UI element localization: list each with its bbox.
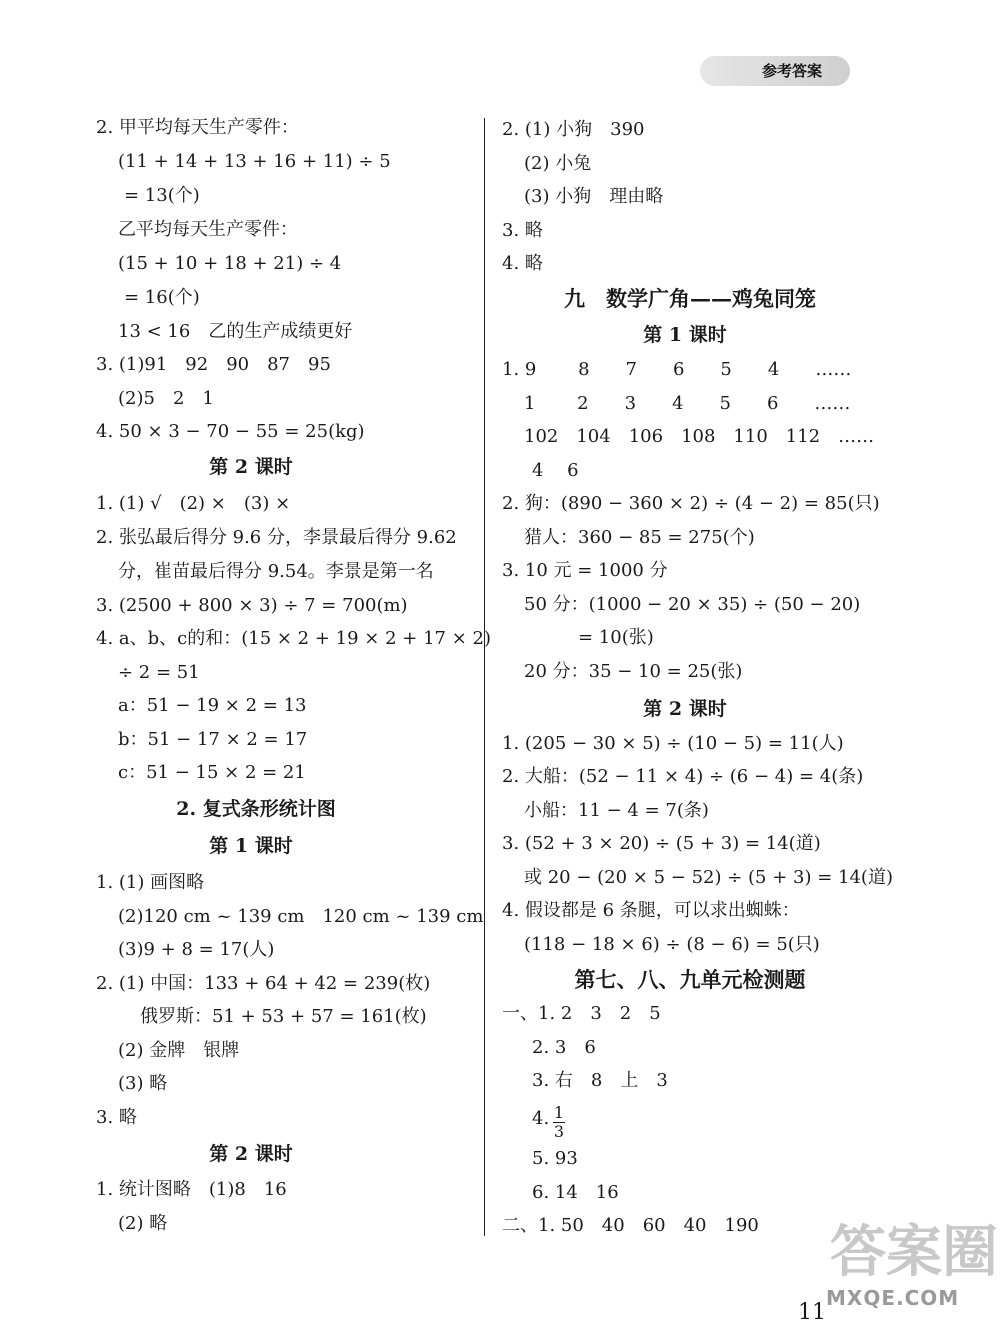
answer-line: ÷ 2 = 51 — [118, 662, 200, 683]
answer-line: 4. 略 — [502, 253, 543, 274]
answer-line: (2)5 2 1 — [118, 388, 214, 409]
column-divider — [484, 118, 485, 1236]
answer-line: (15 + 10 + 18 + 21) ÷ 4 — [118, 253, 342, 274]
answer-line: c：51 − 15 × 2 = 21 — [118, 762, 306, 783]
fraction-numerator: 1 — [553, 1103, 565, 1122]
answer-line: 3. 右 8 上 3 — [532, 1070, 668, 1091]
page-number: 11 — [798, 1300, 826, 1325]
answer-line: 分，崔苗最后得分 9.54。李景是第一名 — [118, 561, 434, 582]
answer-line: = 13(个) — [124, 185, 200, 206]
answer-line: 一、1. 2 3 2 5 — [502, 1003, 661, 1024]
watermark-logo: 答案圈 — [830, 1220, 998, 1285]
answer-line: 3. (52 + 3 × 20) ÷ (5 + 3) = 14(道) — [502, 833, 821, 854]
answer-line: (2) 略 — [118, 1213, 168, 1234]
answer-badge — [700, 56, 850, 86]
answer-line: 2. 张弘最后得分 9.6 分，李景最后得分 9.62 — [96, 527, 457, 548]
section-heading: 2. 复式条形统计图 — [176, 798, 336, 820]
answer-line: 6. 14 16 — [532, 1182, 619, 1203]
answer-line: 或 20 − (20 × 5 − 52) ÷ (5 + 3) = 14(道) — [524, 867, 893, 888]
answer-line: 1. 9 8 7 6 5 4 …… — [502, 359, 852, 380]
answer-line: 2. (1) 中国：133 + 64 + 42 = 239(枚) — [96, 973, 431, 994]
answer-line: (2)120 cm ~ 139 cm 120 cm ~ 139 cm — [118, 906, 484, 927]
answer-line: b：51 − 17 × 2 = 17 — [118, 729, 308, 750]
section-heading: 第七、八、九单元检测题 — [574, 967, 806, 992]
answer-line: = 16(个) — [124, 287, 200, 308]
answer-line: 3. 略 — [502, 220, 543, 241]
answer-line: (3)9 + 8 = 17(人) — [118, 939, 275, 960]
answer-line: 1. (205 − 30 × 5) ÷ (10 − 5) = 11(人) — [502, 733, 844, 754]
answer-line: 乙平均每天生产零件： — [118, 219, 298, 240]
answer-line: 1. 统计图略 (1)8 16 — [96, 1179, 287, 1200]
answer-line: 1. (1) 画图略 — [96, 872, 205, 893]
answer-line: 1 2 3 4 5 6 …… — [524, 393, 851, 414]
answer-line: (2) 小兔 — [524, 153, 592, 174]
answer-line: 13 < 16 乙的生产成绩更好 — [118, 321, 353, 342]
answer-line: 二、1. 50 40 60 40 190 — [502, 1215, 759, 1236]
answer-line: 2. 3 6 — [532, 1037, 596, 1058]
answer-line: (3) 略 — [118, 1073, 168, 1094]
answer-line: 1. (1) √ (2) × (3) × — [96, 493, 291, 514]
answer-line: a：51 − 19 × 2 = 13 — [118, 695, 307, 716]
answer-line: 2. 狗：(890 − 360 × 2) ÷ (4 − 2) = 85(只) — [502, 493, 880, 514]
fraction-denominator: 3 — [553, 1122, 565, 1141]
answer-line: 4. a、b、c的和：(15 × 2 + 19 × 2 + 17 × 2) — [96, 628, 491, 649]
answer-line: (118 − 18 × 6) ÷ (8 − 6) = 5(只) — [524, 934, 820, 955]
answer-line: = 10(张) — [578, 627, 654, 648]
answer-line: 2. (1) 小狗 390 — [502, 119, 645, 140]
answer-line: 4. 假设都是 6 条腿，可以求出蜘蛛： — [502, 900, 800, 921]
answer-line: 3. 10 元 = 1000 分 — [502, 560, 668, 581]
watermark-text: MXQE.COM — [826, 1286, 960, 1310]
section-heading: 第 1 课时 — [643, 324, 727, 346]
answer-line: 小船：11 − 4 = 7(条) — [524, 800, 709, 821]
answer-line: 3. 略 — [96, 1107, 137, 1128]
section-heading: 第 2 课时 — [209, 1143, 293, 1165]
answer-line: (3) 小狗 理由略 — [524, 186, 664, 207]
answer-line: 2. 甲平均每天生产零件： — [96, 117, 299, 138]
answer-line: 4 6 — [532, 460, 579, 481]
answer-line: 猎人：360 − 85 = 275(个) — [524, 527, 755, 548]
answer-line: 20 分：35 − 10 = 25(张) — [524, 661, 743, 682]
answer-line: 3. (2500 + 800 × 3) ÷ 7 = 700(m) — [96, 595, 408, 616]
answer-line: 5. 93 — [532, 1148, 578, 1169]
section-heading: 九 数学广角——鸡兔同笼 — [564, 286, 816, 311]
section-heading: 第 2 课时 — [209, 456, 293, 478]
answer-line: (11 + 14 + 13 + 16 + 11) ÷ 5 — [118, 151, 391, 172]
answer-line: 102 104 106 108 110 112 …… — [524, 426, 875, 447]
answer-line: 4. — [532, 1108, 550, 1129]
section-heading: 第 1 课时 — [209, 835, 293, 857]
answer-line: 4. 50 × 3 − 70 − 55 = 25(kg) — [96, 421, 365, 442]
section-heading: 第 2 课时 — [643, 698, 727, 720]
answer-line: 50 分：(1000 − 20 × 35) ÷ (50 − 20) — [524, 594, 861, 615]
answer-line: 俄罗斯：51 + 53 + 57 = 161(枚) — [140, 1006, 427, 1027]
answer-line: 3. (1)91 92 90 87 95 — [96, 354, 331, 375]
fraction-one-third — [553, 1104, 565, 1141]
answer-line: 2. 大船：(52 − 11 × 4) ÷ (6 − 4) = 4(条) — [502, 766, 864, 787]
badge-label: 参考答案 — [762, 62, 823, 80]
answer-line: (2) 金牌 银牌 — [118, 1040, 240, 1061]
